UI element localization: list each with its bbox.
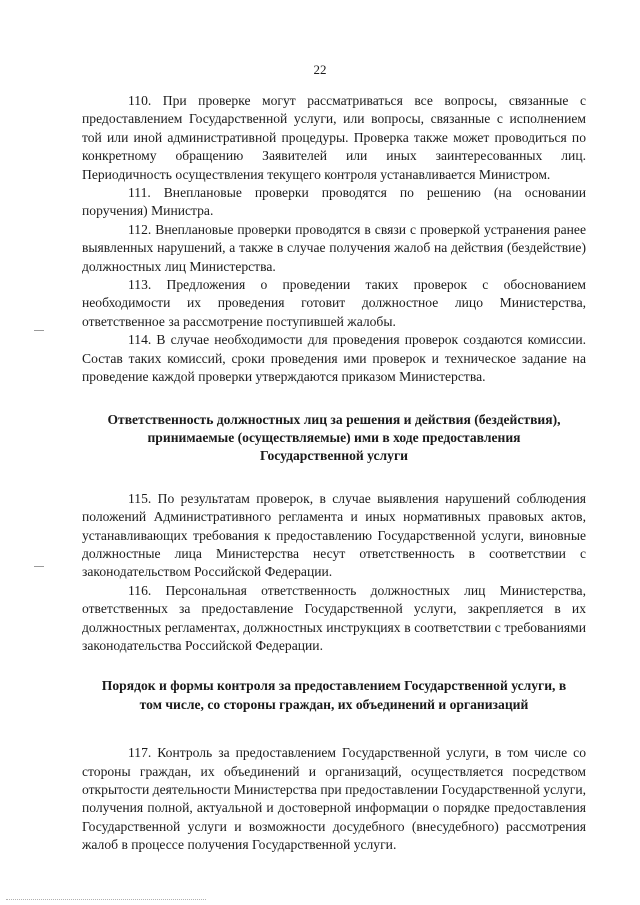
scan-bottom-artifact bbox=[6, 899, 206, 901]
paragraph-117: 117. Контроль за предоставлением Государственной услуги, в том числе со стороны граждан, их объединений и организаций, осуществляется посредством открытости деятельности Министерства при предоставлении Государственной услуги, получения полной, актуальной и достоверной информации о порядке предоставления Государственной услуги и возможности досудебного (внесудебного) рассмотрения жалоб в процессе получения Государственной услуги. bbox=[82, 745, 586, 853]
scan-margin-mark bbox=[34, 566, 44, 567]
section-heading-responsibility bbox=[82, 411, 586, 466]
document-body bbox=[82, 92, 586, 855]
heading-line: том числе, со стороны граждан, их объединений и организаций bbox=[139, 696, 529, 712]
heading-line: Государственной услуги bbox=[260, 448, 408, 464]
paragraph-111: 111. Внеплановые проверки проводятся по решению (на основании поручения) Министра. bbox=[82, 185, 586, 219]
page-number: 22 bbox=[313, 62, 327, 77]
paragraph-110: 110. При проверке могут рассматриваться все вопросы, связанные с предоставлением Государственной услуги, или вопросы, связанные с исполнением той или иной административной процедуры. Проверка также может проводиться по конкретному обращению Заявителей или иных заинтересованных лиц. Периодичность осуществления текущего контроля устанавливается Министром. bbox=[82, 93, 586, 182]
section-heading-control bbox=[82, 677, 586, 714]
paragraph-112: 112. Внеплановые проверки проводятся в связи с проверкой устранения ранее выявленных нарушений, а также в случае получения жалоб на действия (бездействие) должностных лиц Министерства. bbox=[82, 221, 586, 274]
heading-line: Порядок и формы контроля за предоставлением Государственной услуги, в bbox=[101, 678, 567, 694]
paragraph-113: 113. Предложения о проведении таких проверок с обоснованием необходимости их проведения готовит должностное лицо Министерства, ответственное за рассмотрение поступившей жалобы. bbox=[82, 277, 586, 329]
paragraph-116: 116. Персональная ответственность должностных лиц Министерства, ответственных за предоставление Государственной услуги, закрепляется в их должностных регламентах, должностных инструкциях в соответствии с требованиями законодательства Российской Федерации. bbox=[82, 582, 586, 653]
heading-line: Ответственность должностных лиц за решения и действия (бездействия), bbox=[107, 411, 561, 427]
paragraph-115: 115. По результатам проверок, в случае выявления нарушений соблюдения положений Административного регламента и иных нормативных правовых актов, устанавливающих требования к предоставлению Государственной услуги, виновные должностные лица Министерства несут ответственность в соответствии с законодательством Российской Федерации. bbox=[82, 490, 586, 580]
scan-margin-mark bbox=[34, 330, 44, 331]
heading-line: принимаемые (осуществляемые) ими в ходе предоставления bbox=[147, 429, 521, 445]
paragraph-114: 114. В случае необходимости для проведения проверок создаются комиссии. Состав таких комиссий, сроки проведения ими проверок и техническое задание на проведение каждой проверки утверждаются приказом Министерства. bbox=[82, 332, 586, 385]
